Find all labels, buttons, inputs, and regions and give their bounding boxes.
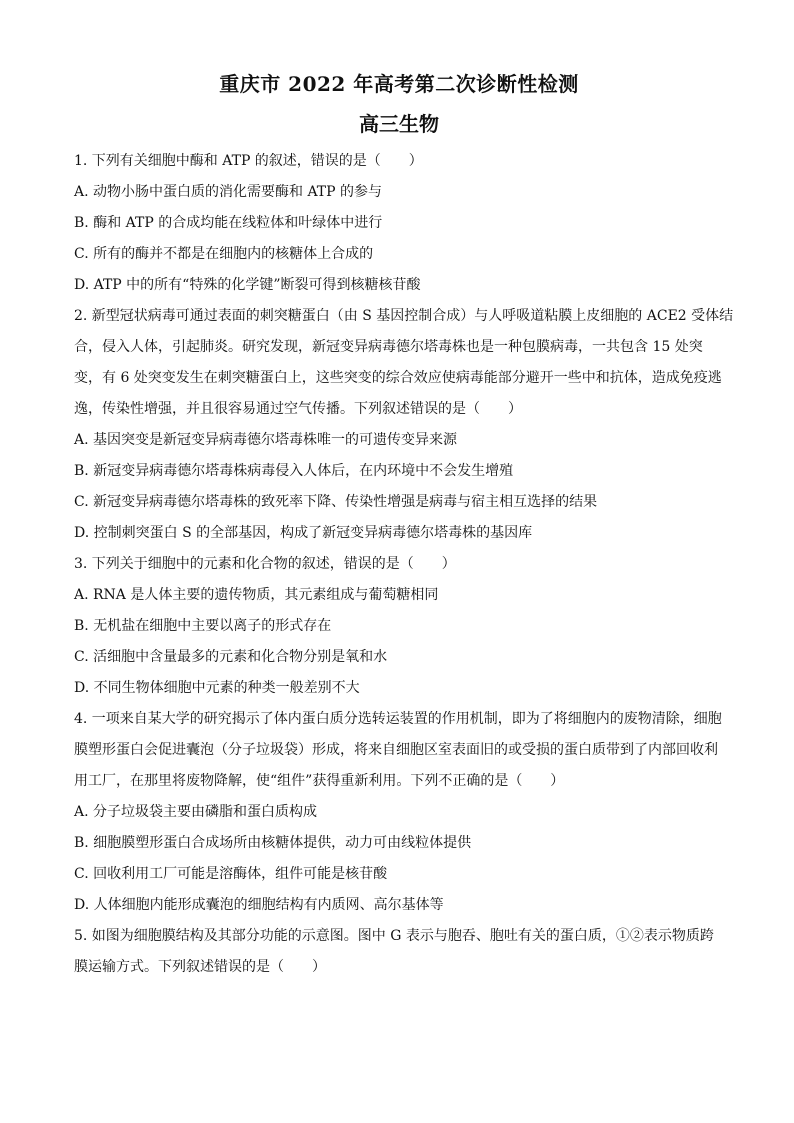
question-5 [74, 921, 724, 983]
option-a: A. 基因突变是新冠变异病毒德尔塔毒株唯一的可遗传变异来源 [74, 432, 458, 448]
option-b: B. 酶和 ATP 的合成均能在线粒体和叶绿体中进行 [74, 215, 383, 231]
option-b: B. 无机盐在细胞中主要以离子的形式存在 [74, 618, 332, 634]
option-b: B. 新冠变异病毒德尔塔毒株病毒侵入人体后，在内环境中不会发生增殖 [74, 463, 514, 479]
option-d: D. 控制刺突蛋白 S 的全部基因，构成了新冠变异病毒德尔塔毒株的基因库 [74, 525, 533, 541]
option-c: C. 所有的酶并不都是在细胞内的核糖体上合成的 [74, 246, 374, 262]
option-a: A. 动物小肠中蛋白质的消化需要酶和 ATP 的参与 [74, 184, 383, 200]
option-d: D. 不同生物体细胞中元素的种类一般差别不大 [74, 680, 360, 696]
option-d: D. 人体细胞内能形成囊泡的细胞结构有内质网、高尔基体等 [74, 897, 444, 913]
question-stem-line: 逸，传染性增强，并且很容易通过空气传播。下列叙述错误的是（ ） [74, 401, 522, 417]
exam-title: 重庆市 2022 年高考第二次诊断性检测 [219, 72, 579, 96]
exam-subject: 高三生物 [359, 112, 439, 136]
option-a: A. RNA 是人体主要的遗传物质，其元素组成与葡萄糖相同 [74, 587, 439, 603]
question-stem-line: 用工厂，在那里将废物降解，使“组件”获得重新利用。下列不正确的是（ ） [74, 773, 565, 789]
question-stem-line: 膜运输方式。下列叙述错误的是（ ） [74, 959, 326, 975]
question-stem-line: 1. 下列有关细胞中酶和 ATP 的叙述，错误的是（ ） [74, 153, 423, 169]
option-b: B. 细胞膜塑形蛋白合成场所由核糖体提供，动力可由线粒体提供 [74, 835, 472, 851]
question-4 [74, 704, 724, 921]
question-2 [74, 301, 734, 549]
option-c: C. 活细胞中含量最多的元素和化合物分别是氧和水 [74, 649, 388, 665]
question-1 [74, 146, 724, 301]
question-stem-line: 合，侵入人体，引起肺炎。研究发现，新冠变异病毒德尔塔毒株也是一种包膜病毒，一共包含 15 处突 [74, 339, 703, 355]
option-d: D. ATP 中的所有“特殊的化学键”断裂可得到核糖核苷酸 [74, 277, 421, 293]
question-stem-line: 3. 下列关于细胞中的元素和化合物的叙述，错误的是（ ） [74, 556, 456, 572]
question-stem-line: 5. 如图为细胞膜结构及其部分功能的示意图。图中 G 表示与胞吞、胞吐有关的蛋白质，①②表示物质跨 [74, 928, 714, 944]
question-stem-line: 变，有 6 处突变发生在刺突糖蛋白上，这些突变的综合效应使病毒能部分避开一些中和抗体，造成免疫逃 [74, 370, 722, 386]
question-3 [74, 549, 724, 704]
option-c: C. 回收利用工厂可能是溶酶体，组件可能是核苷酸 [74, 866, 388, 882]
option-c: C. 新冠变异病毒德尔塔毒株的致死率下降、传染性增强是病毒与宿主相互选择的结果 [74, 494, 598, 510]
question-stem-line: 2. 新型冠状病毒可通过表面的刺突糖蛋白（由 S 基因控制合成）与人呼吸道粘膜上皮细胞的 ACE2 受体结 [74, 308, 734, 324]
option-a: A. 分子垃圾袋主要由磷脂和蛋白质构成 [74, 804, 318, 820]
question-stem-line: 4. 一项来自某大学的研究揭示了体内蛋白质分选转运装置的作用机制，即为了将细胞内的废物清除，细胞 [74, 711, 722, 727]
question-stem-line: 膜塑形蛋白会促进囊泡（分子垃圾袋）形成，将来自细胞区室表面旧的或受损的蛋白质带到了内部回收利 [74, 742, 718, 758]
